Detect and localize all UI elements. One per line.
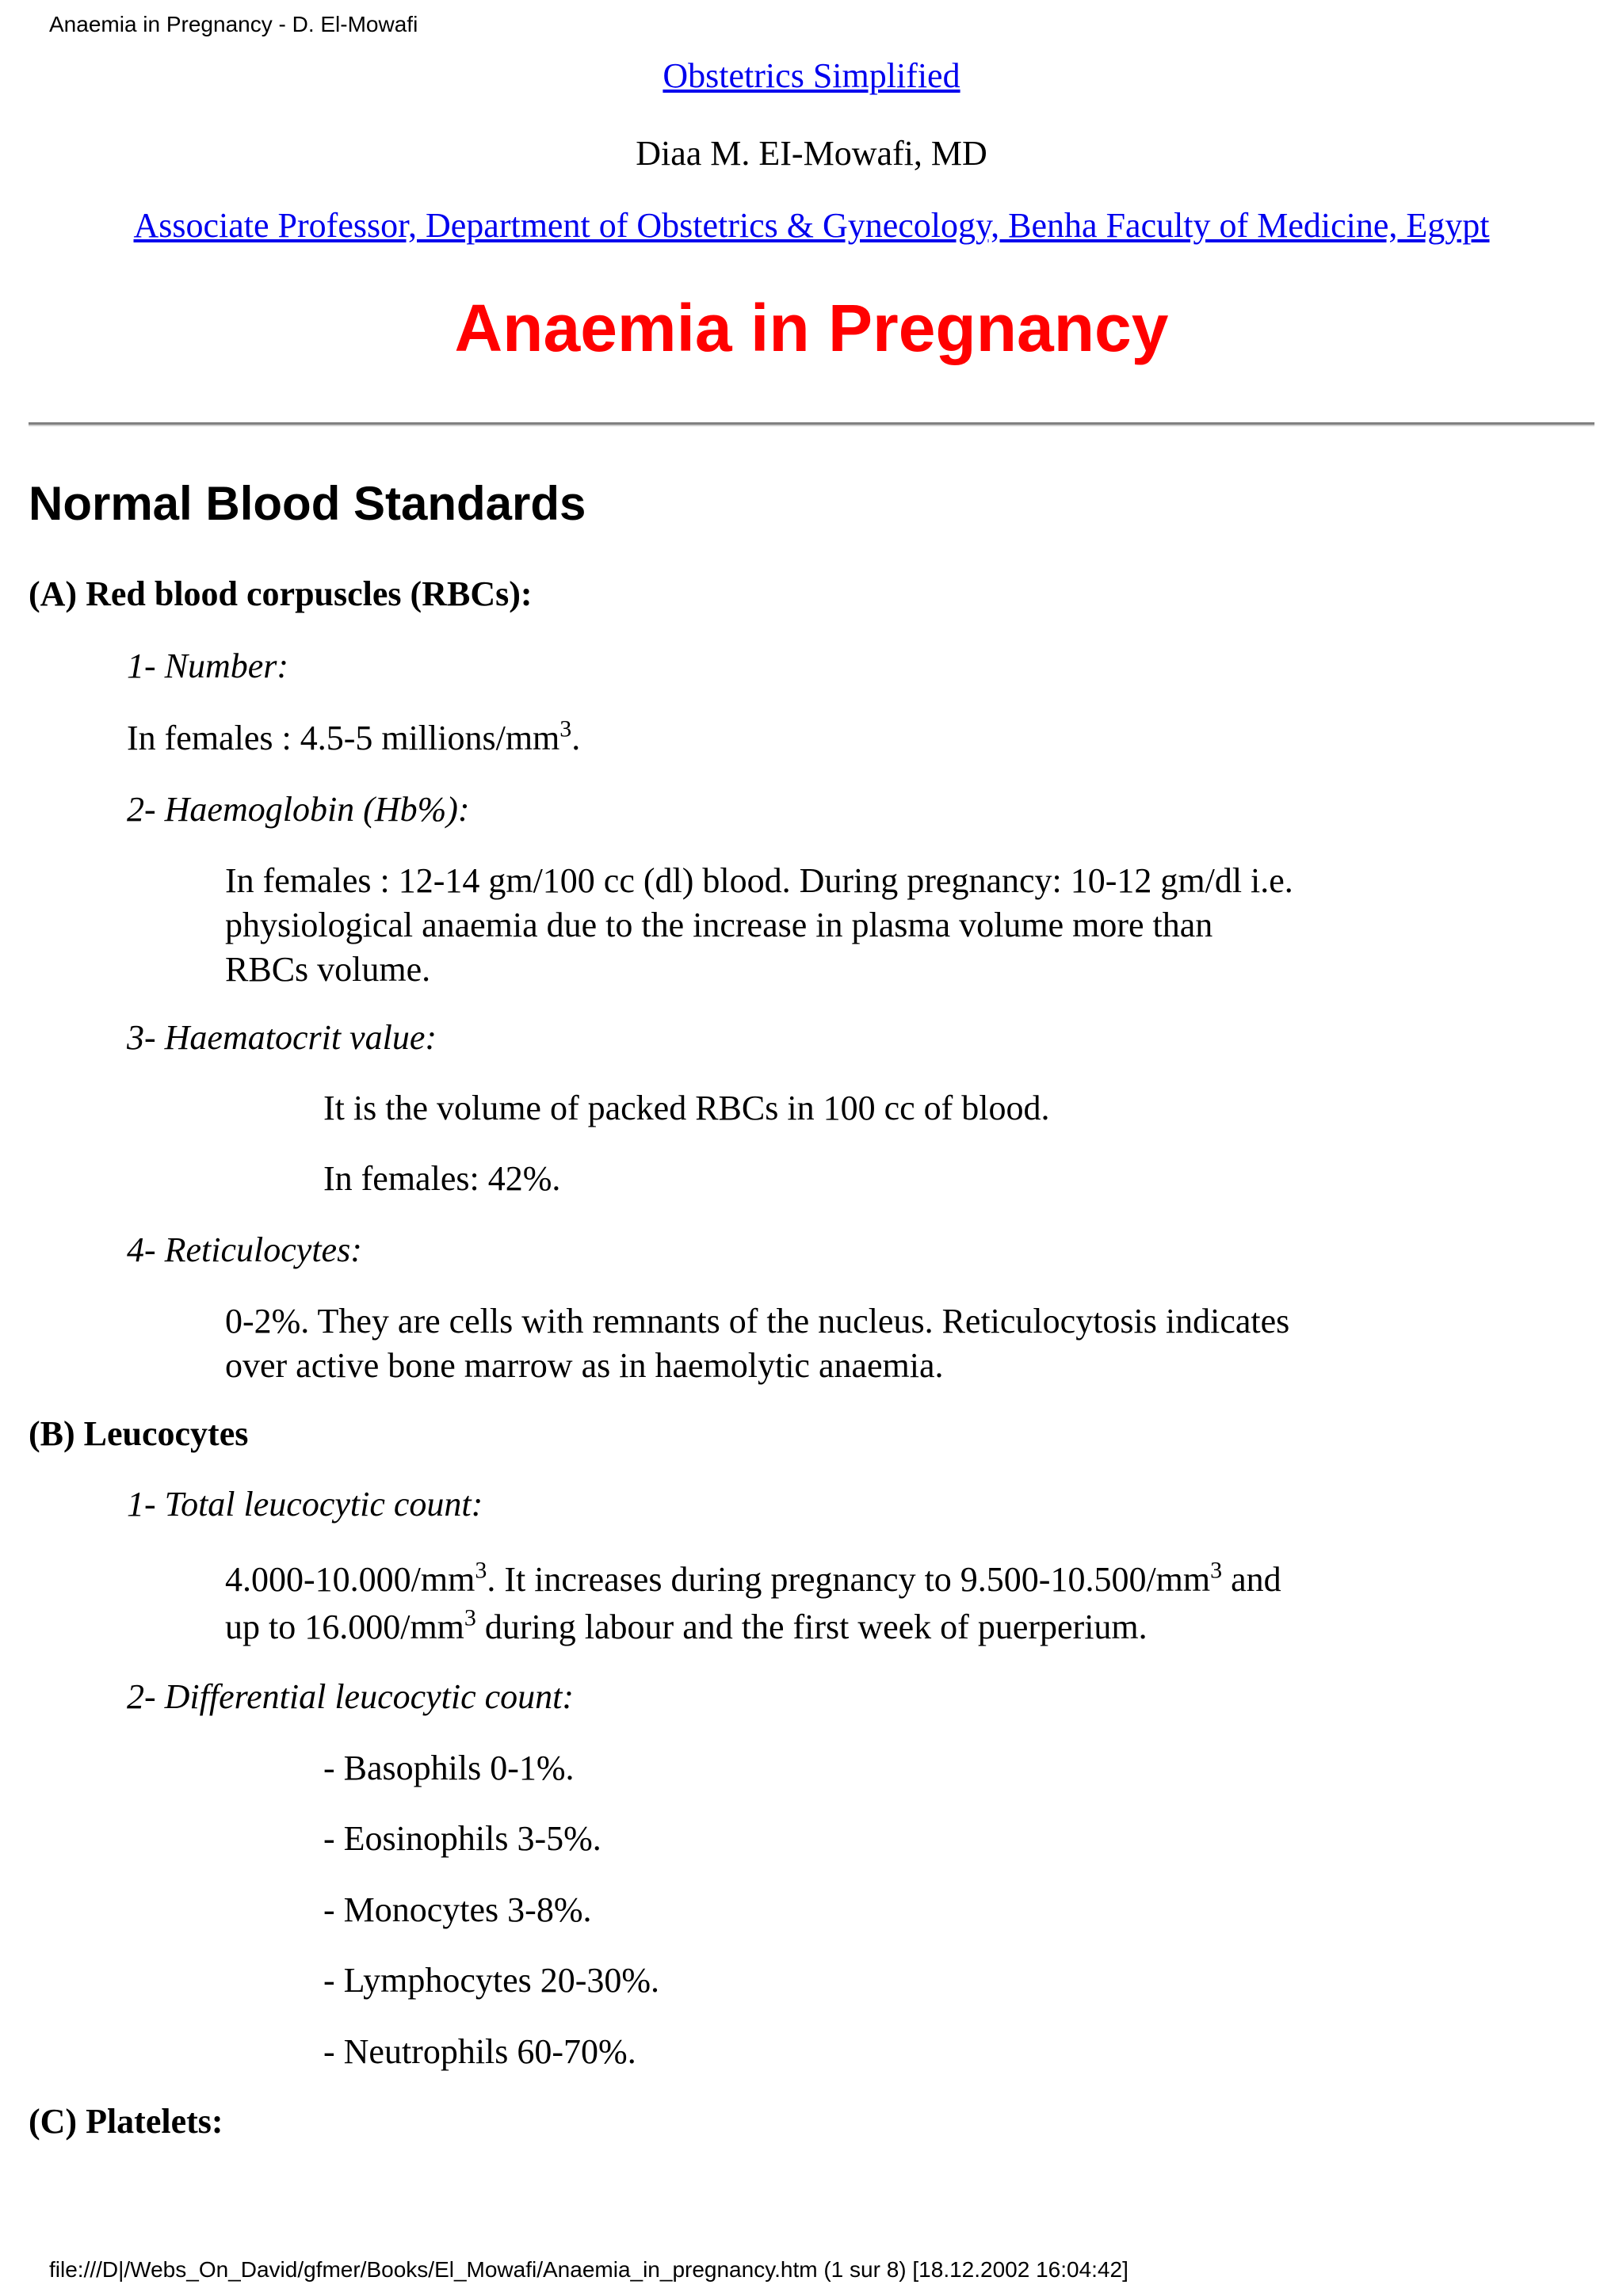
affiliation-link-row bbox=[0, 204, 1623, 247]
rbc-hct-label: 3- Haematocrit value: bbox=[127, 1018, 437, 1057]
tlc-part: during labour and the first week of puerperium. bbox=[475, 1608, 1148, 1646]
dlc-item-eosinophils: - Eosinophils 3-5%. bbox=[323, 1819, 601, 1858]
page-title: Anaemia in Pregnancy bbox=[454, 291, 1169, 365]
horizontal-rule bbox=[29, 422, 1594, 426]
tlc-line-2 bbox=[225, 1604, 1493, 1651]
rbc-hb-line: physiological anaemia due to the increase in plasma volume more than bbox=[225, 906, 1213, 944]
affiliation-link[interactable]: Associate Professor, Department of Obstetrics & Gynecology, Benha Faculty of Medicine, Egypt bbox=[133, 206, 1490, 245]
rbc-hb-label: 2- Haemoglobin (Hb%): bbox=[127, 790, 470, 829]
superscript: 3 bbox=[475, 1557, 487, 1584]
rbc-hb-text bbox=[225, 859, 1493, 992]
site-link[interactable]: Obstetrics Simplified bbox=[663, 56, 960, 95]
tlc-part: and bbox=[1222, 1560, 1281, 1599]
tlc-part: 4.000-10.000/mm bbox=[225, 1560, 475, 1599]
rbc-retic-text bbox=[225, 1299, 1493, 1388]
tlc-line-1 bbox=[225, 1556, 1493, 1604]
tlc-text bbox=[225, 1556, 1493, 1651]
rbc-hb-line: In females : 12-14 gm/100 cc (dl) blood. During pregnancy: 10-12 gm/dl i.e. bbox=[225, 861, 1293, 900]
platelets-heading: (C) Platelets: bbox=[29, 2102, 223, 2141]
rbc-number-value: In females : 4.5-5 millions/mm bbox=[127, 719, 560, 757]
dlc-label: 2- Differential leucocytic count: bbox=[127, 1677, 575, 1716]
tlc-part: . It increases during pregnancy to 9.500-10.500/mm bbox=[487, 1560, 1211, 1599]
tlc-label: 1- Total leucocytic count: bbox=[127, 1485, 483, 1524]
dlc-item-lymphocytes: - Lymphocytes 20-30%. bbox=[323, 1961, 660, 2000]
print-footer: file:///D|/Webs_On_David/gfmer/Books/El_Mowafi/Anaemia_in_pregnancy.htm (1 sur 8) [18.12.2002 16:04:42] bbox=[49, 2257, 1128, 2282]
dlc-item-monocytes: - Monocytes 3-8%. bbox=[323, 1890, 592, 1929]
rbc-retic-line: 0-2%. They are cells with remnants of the nucleus. Reticulocytosis indicates bbox=[225, 1302, 1290, 1341]
rbc-retic-line: over active bone marrow as in haemolytic anaemia. bbox=[225, 1346, 944, 1385]
rbc-hct-text-1: It is the volume of packed RBCs in 100 cc of blood. bbox=[323, 1089, 1050, 1127]
rbc-hct-text-2: In females: 42%. bbox=[323, 1159, 561, 1198]
rbc-heading: (A) Red blood corpuscles (RBCs): bbox=[29, 574, 533, 613]
rbc-number-label: 1- Number: bbox=[127, 646, 289, 685]
dlc-item-neutrophils: - Neutrophils 60-70%. bbox=[323, 2032, 636, 2071]
dlc-item-basophils: - Basophils 0-1%. bbox=[323, 1749, 575, 1787]
superscript: 3 bbox=[464, 1604, 476, 1631]
rbc-number-end: . bbox=[571, 719, 581, 757]
section-heading: Normal Blood Standards bbox=[29, 477, 586, 530]
leucocytes-heading: (B) Leucocytes bbox=[29, 1414, 249, 1453]
superscript: 3 bbox=[559, 715, 572, 742]
tlc-part: up to 16.000/mm bbox=[225, 1608, 464, 1646]
site-link-row bbox=[0, 55, 1623, 97]
rbc-retic-label: 4- Reticulocytes: bbox=[127, 1230, 362, 1269]
rbc-number-text bbox=[127, 717, 580, 760]
print-header: Anaemia in Pregnancy - D. El-Mowafi bbox=[49, 12, 418, 36]
rbc-hb-line: RBCs volume. bbox=[225, 950, 431, 989]
superscript: 3 bbox=[1210, 1557, 1223, 1584]
author: Diaa M. EI-Mowafi, MD bbox=[636, 134, 987, 173]
